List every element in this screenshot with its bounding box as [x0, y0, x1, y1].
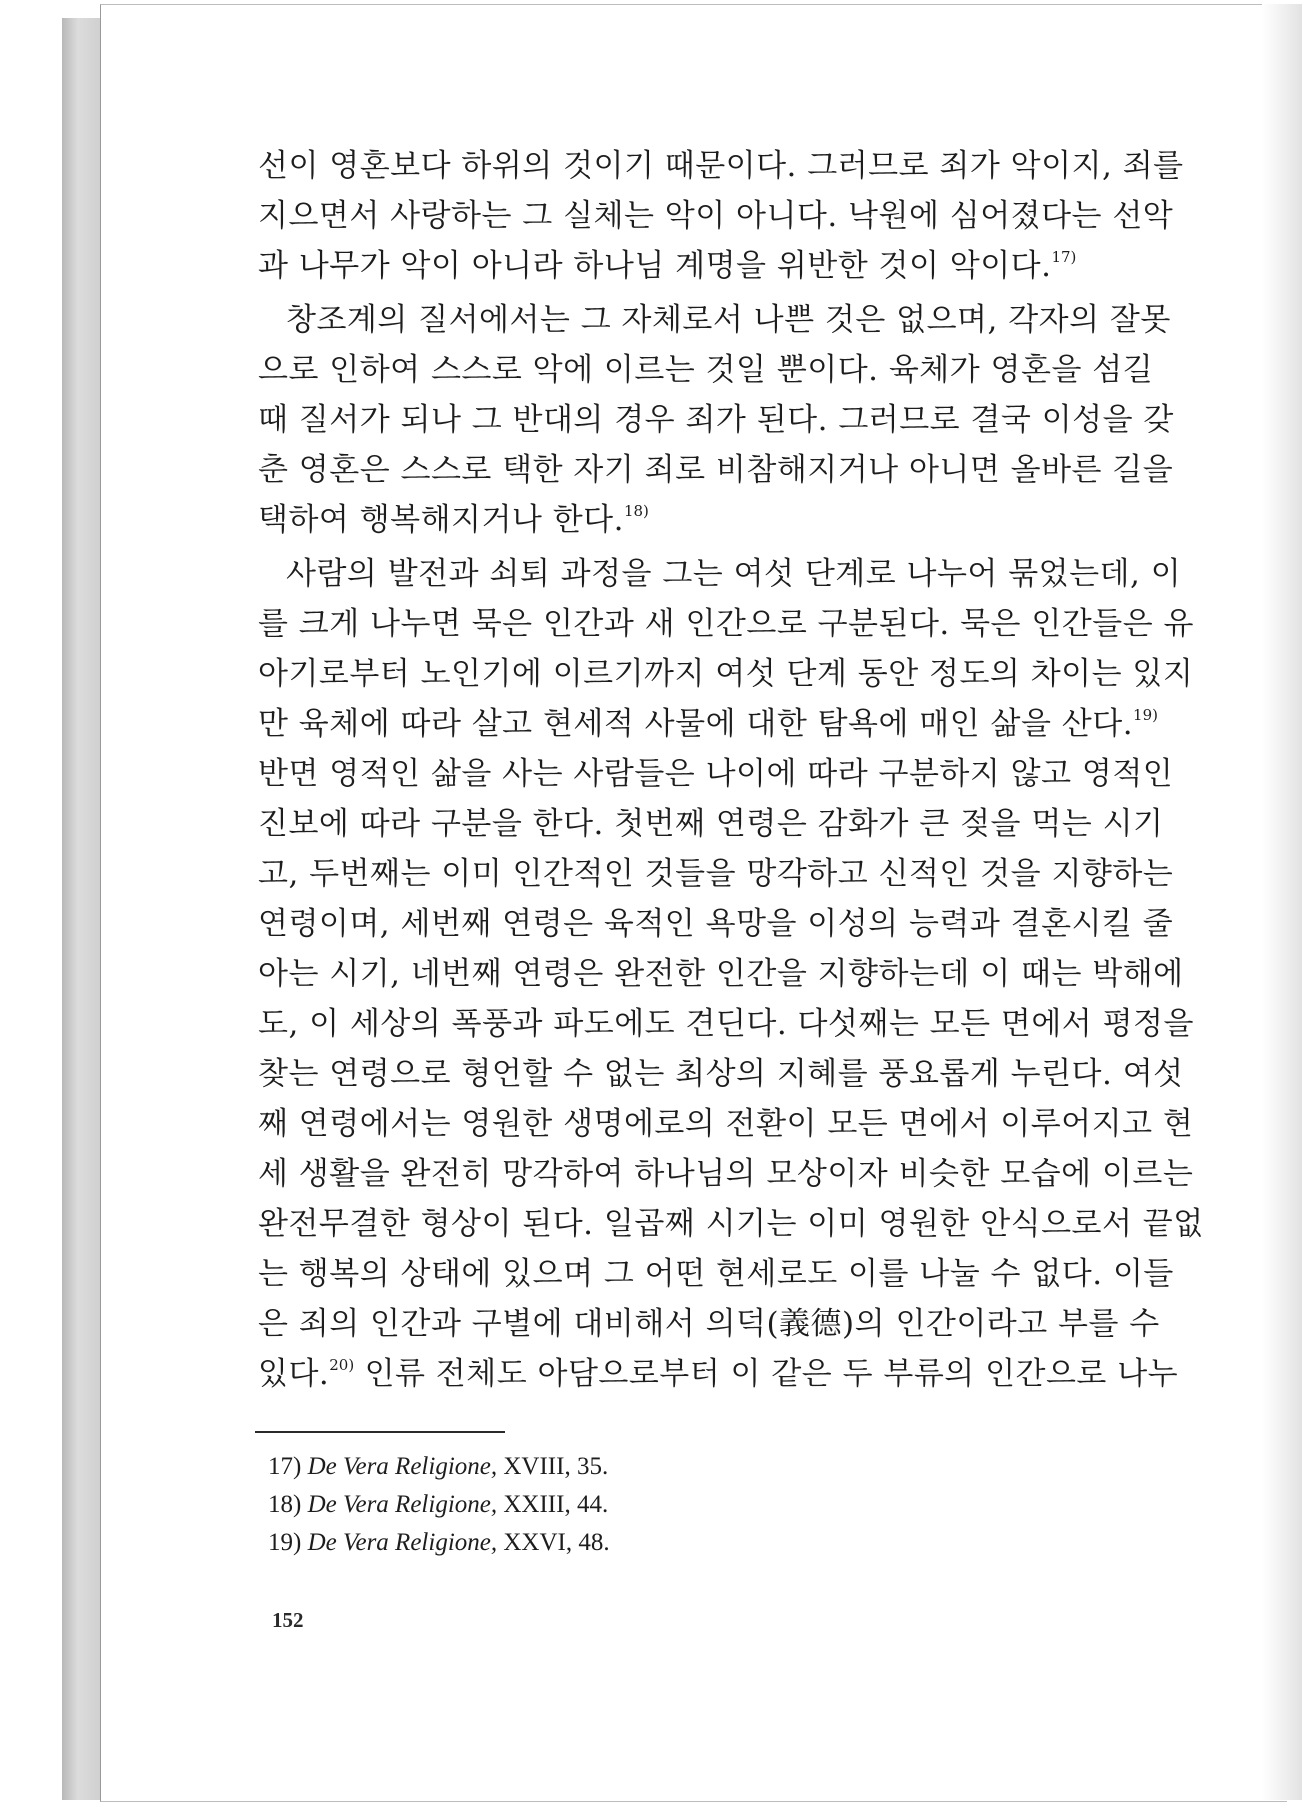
footnote [268, 1486, 868, 1524]
footnote [268, 1448, 868, 1486]
text-line: 완전무결한 형상이 된다. 일곱째 시기는 이미 영원한 안식으로서 끝없 [258, 1206, 1204, 1242]
footnote [268, 1524, 868, 1562]
text-line [258, 699, 1158, 749]
text-line: 아는 시기, 네번째 연령은 완전한 인간을 지향하는데 이 때는 박해에 [258, 956, 1184, 992]
text-line: 세 생활을 완전히 망각하여 하나님의 모상이자 비슷한 모습에 이르는 [258, 1156, 1194, 1192]
text-line-content: 있다. [258, 1356, 330, 1392]
text-line: 연령이며, 세번째 연령은 육적인 욕망을 이성의 능력과 결혼시킬 줄 [258, 906, 1174, 942]
footnote-reference: XVIII, 35. [503, 1453, 609, 1480]
page-edge-shadow [1262, 4, 1302, 1800]
text-line: 아기로부터 노인기에 이르기까지 여섯 단계 동안 정도의 차이는 있지 [258, 656, 1194, 692]
footnote-ref-19: 19) [1133, 706, 1158, 724]
text-line: 춘 영혼은 스스로 택한 자기 죄로 비참해지거나 아니면 올바른 길을 [258, 452, 1174, 488]
text-line: 으로 인하여 스스로 악에 이르는 것일 뿐이다. 육체가 영혼을 섬길 [258, 352, 1154, 388]
text-line [258, 495, 1153, 545]
page-number: 152 [272, 1608, 304, 1632]
footnote-number: 18) [268, 1491, 302, 1518]
text-line: 진보에 따라 구분을 한다. 첫번째 연령은 감화가 큰 젖을 먹는 시기 [258, 806, 1164, 842]
text-line: 고, 두번째는 이미 인간적인 것들을 망각하고 신적인 것을 지향하는 [258, 856, 1174, 892]
footnote-title: De Vera Religione, [307, 1491, 498, 1518]
footnote-number: 19) [268, 1529, 302, 1556]
body-text [258, 141, 1204, 1399]
footnote-ref-18: 18) [623, 502, 649, 520]
footnote-title: De Vera Religione, [307, 1453, 498, 1480]
text-line [258, 241, 1153, 291]
text-line: 은 죄의 인간과 구별에 대비해서 의덕(義德)의 인간이라고 부를 수 [258, 1306, 1160, 1342]
text-line: 찾는 연령으로 형언할 수 없는 최상의 지혜를 풍요롭게 누린다. 여섯 [258, 1056, 1184, 1092]
footnote-separator [255, 1431, 505, 1433]
text-line-content: 택하여 행복해지거나 한다. [258, 502, 624, 538]
text-line [258, 1349, 1179, 1399]
text-line-content: 과 나무가 악이 아니라 하나님 계명을 위반한 것이 악이다. [258, 248, 1052, 284]
text-line-content: 만 육체에 따라 살고 현세적 사물에 대한 탐욕에 매인 삶을 산다. [258, 706, 1134, 742]
text-line: 사람의 발전과 쇠퇴 과정을 그는 여섯 단계로 나누어 묶었는데, 이 [286, 556, 1182, 592]
text-line: 반면 영적인 삶을 사는 사람들은 나이에 따라 구분하지 않고 영적인 [258, 756, 1174, 792]
footnote-title: De Vera Religione, [307, 1529, 498, 1556]
book-spine [62, 18, 102, 1800]
text-line: 는 행복의 상태에 있으며 그 어떤 현세로도 이를 나눌 수 없다. 이들 [258, 1256, 1174, 1292]
text-line: 도, 이 세상의 폭풍과 파도에도 견딘다. 다섯째는 모든 면에서 평정을 [258, 1006, 1194, 1042]
text-line: 때 질서가 되나 그 반대의 경우 죄가 된다. 그러므로 결국 이성을 갖 [258, 402, 1174, 438]
footnotes [268, 1448, 868, 1562]
text-line: 선이 영혼보다 하위의 것이기 때문이다. 그러므로 죄가 악이지, 죄를 [258, 148, 1184, 184]
footnote-ref-20: 20) [329, 1356, 355, 1374]
footnote-reference: XXIII, 44. [503, 1491, 609, 1518]
text-line-content: 인류 전체도 아담으로부터 이 같은 두 부류의 인간으로 나누 [364, 1356, 1179, 1392]
footnote-number: 17) [268, 1453, 302, 1480]
text-line: 창조계의 질서에서는 그 자체로서 나쁜 것은 없으며, 각자의 잘못 [286, 302, 1171, 338]
text-line: 를 크게 나누면 묵은 인간과 새 인간으로 구분된다. 묵은 인간들은 유 [258, 606, 1194, 642]
text-line: 째 연령에서는 영원한 생명에로의 전환이 모든 면에서 이루어지고 현 [258, 1106, 1194, 1142]
footnote-ref-17: 17) [1051, 248, 1077, 266]
text-line: 지으면서 사랑하는 그 실체는 악이 아니다. 낙원에 심어졌다는 선악 [258, 198, 1174, 234]
footnote-reference: XXVI, 48. [503, 1529, 610, 1556]
